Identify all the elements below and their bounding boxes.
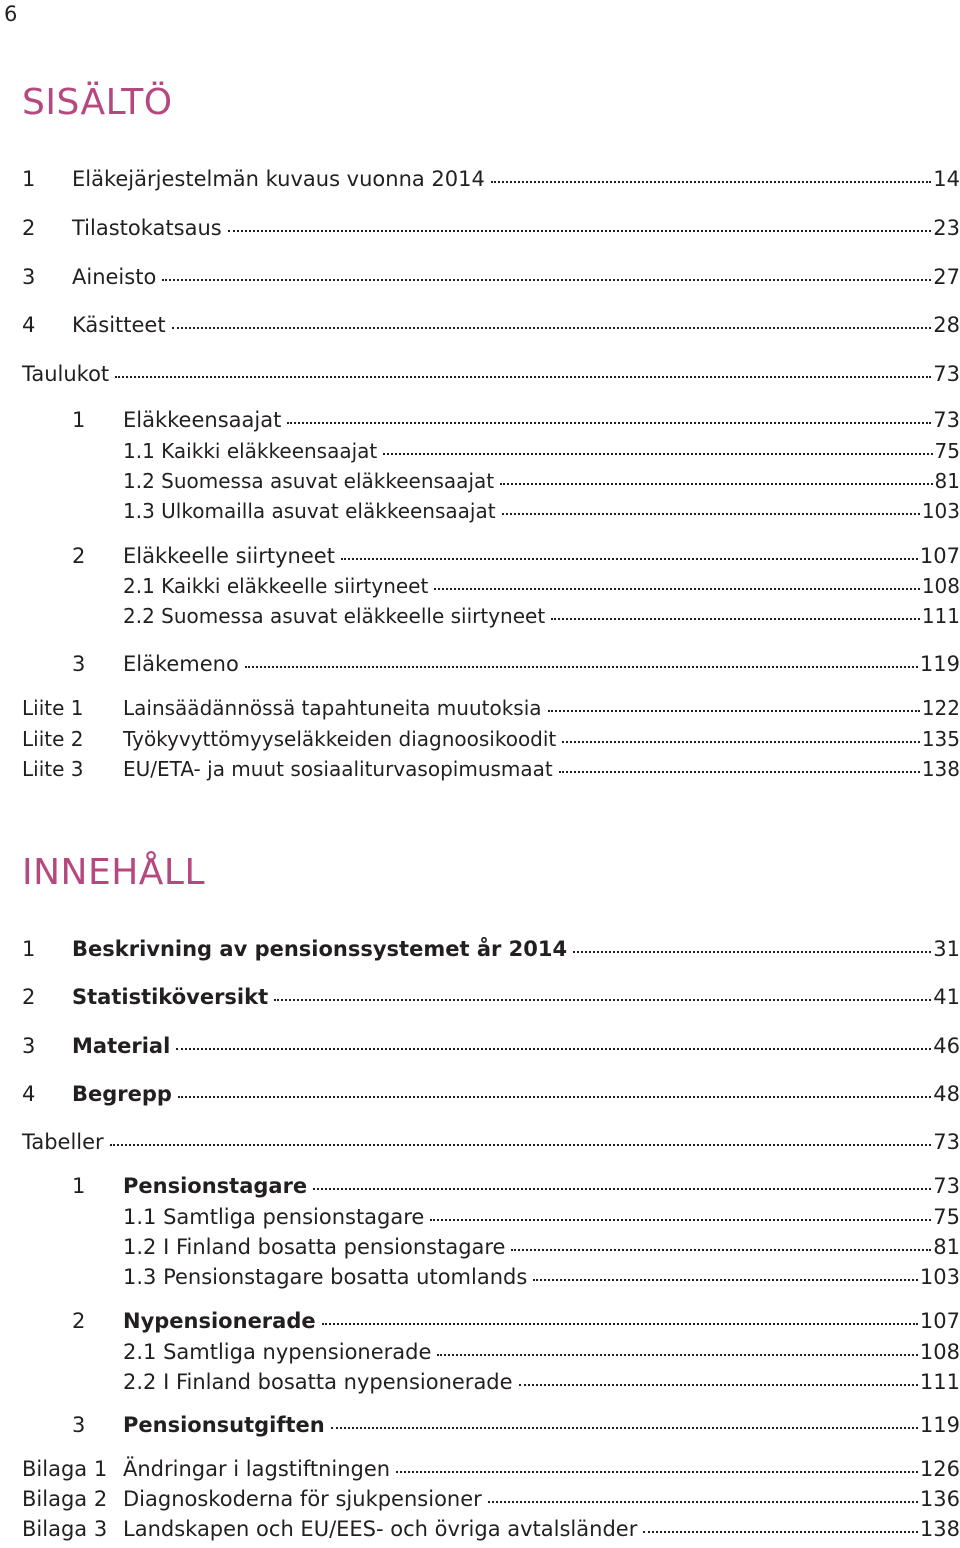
toc-entry — [22, 1413, 960, 1443]
toc-entry — [22, 985, 960, 1015]
toc-entry-title: 1.3 Ulkomailla asuvat eläkkeensaajat — [123, 499, 496, 523]
toc-entry-number: Liite 2 — [22, 727, 84, 751]
toc-entry-title: Eläkemeno — [123, 652, 239, 676]
toc-entry-title: 2.2 I Finland bosatta nypensionerade — [123, 1370, 513, 1394]
toc-entry-title: 1.2 I Finland bosatta pensionstagare — [123, 1235, 506, 1259]
dot-leader — [322, 1323, 918, 1325]
dot-leader — [313, 1188, 931, 1190]
toc-entry-page: 122 — [921, 696, 960, 720]
toc-entry-number: 4 — [22, 313, 36, 337]
toc-entry-number: 2 — [22, 216, 36, 240]
toc-entry — [22, 216, 960, 246]
dot-leader — [176, 1048, 931, 1050]
toc-entry — [22, 757, 960, 787]
toc-entry-title: Material — [72, 1034, 171, 1058]
toc-entry — [22, 1309, 960, 1339]
toc-entry-title: Diagnoskoderna för sjukpensioner — [123, 1487, 482, 1511]
toc-entry — [22, 265, 960, 295]
dot-leader — [559, 771, 920, 773]
dot-leader — [274, 999, 931, 1001]
toc-entry — [22, 1487, 960, 1517]
toc-entry-page: 108 — [921, 574, 960, 598]
toc-entry — [22, 1370, 960, 1400]
toc-entry-title: Nypensionerade — [123, 1309, 316, 1333]
toc-entry-page: 119 — [919, 1413, 960, 1437]
toc-entry-page: 75 — [933, 1205, 960, 1229]
toc-entry-title: 1.1 Samtliga pensionstagare — [123, 1205, 425, 1229]
toc-entry-page: 75 — [934, 439, 960, 463]
toc-entry — [22, 652, 960, 682]
toc-entry-title: Työkyvyttömyyseläkkeiden diagnoosikoodit — [123, 727, 557, 751]
toc-entry-page: 73 — [933, 408, 960, 432]
toc-entry — [22, 1265, 960, 1295]
toc-entry-title: Pensionstagare — [123, 1174, 308, 1198]
toc-entry-number: 3 — [72, 1413, 86, 1437]
toc-entry — [22, 439, 960, 469]
toc-entry-title: 1.1 Kaikki eläkkeensaajat — [123, 439, 378, 463]
toc-entry-page: 136 — [919, 1487, 960, 1511]
toc-entry — [22, 544, 960, 574]
toc-entry — [22, 362, 960, 392]
toc-entry — [22, 1174, 960, 1204]
toc-entry-number: 1 — [22, 167, 36, 191]
toc-entry-number: Bilaga 3 — [22, 1517, 108, 1541]
toc-entry-title: 2.1 Samtliga nypensionerade — [123, 1340, 432, 1364]
toc-entry-title: 2.2 Suomessa asuvat eläkkeelle siirtyneet — [123, 604, 546, 628]
toc-entry-number: Bilaga 2 — [22, 1487, 108, 1511]
toc-entry-title: 1.2 Suomessa asuvat eläkkeensaajat — [123, 469, 495, 493]
toc-entry-title: 2.1 Kaikki eläkkeelle siirtyneet — [123, 574, 429, 598]
dot-leader — [502, 513, 920, 515]
toc-entry-page: 46 — [933, 1034, 960, 1058]
toc-entry-page: 41 — [933, 985, 960, 1009]
toc-entry-title: 1.3 Pensionstagare bosatta utomlands — [123, 1265, 528, 1289]
toc-entry-title: Tilastokatsaus — [72, 216, 222, 240]
toc-entry-page: 48 — [933, 1082, 960, 1106]
toc-entry-page: 103 — [919, 1265, 960, 1289]
dot-leader — [172, 327, 932, 329]
toc-entry-page: 31 — [933, 937, 960, 961]
toc-entry — [22, 1340, 960, 1370]
toc-entry-number: Tabeller — [22, 1130, 104, 1154]
dot-leader — [287, 422, 931, 424]
toc-entry-number: 2 — [72, 544, 86, 568]
toc-entry-page: 103 — [921, 499, 960, 523]
toc-entry-title: Ändringar i lagstiftningen — [123, 1457, 391, 1481]
dot-leader — [573, 951, 931, 953]
toc-entry — [22, 1205, 960, 1235]
toc-entry-number: 3 — [22, 265, 36, 289]
dot-leader — [491, 181, 931, 183]
dot-leader — [341, 558, 918, 560]
toc-entry-page: 108 — [919, 1340, 960, 1364]
toc-entry-title: Beskrivning av pensionssystemet år 2014 — [72, 937, 568, 961]
toc-entry-title: Begrepp — [72, 1082, 172, 1106]
dot-leader — [245, 666, 918, 668]
dot-leader — [383, 453, 932, 455]
dot-leader — [643, 1531, 918, 1533]
toc-entry-title: Aineisto — [72, 265, 157, 289]
dot-leader — [551, 618, 920, 620]
toc-entry-page: 23 — [933, 216, 960, 240]
toc-entry — [22, 1235, 960, 1265]
toc-entry — [22, 937, 960, 967]
toc-entry-page: 107 — [919, 544, 960, 568]
dot-leader — [162, 279, 931, 281]
dot-leader — [331, 1427, 918, 1429]
toc-heading-fi: SISÄLTÖ — [22, 82, 173, 123]
toc-entry-page: 27 — [933, 265, 960, 289]
toc-entry-page: 119 — [919, 652, 960, 676]
toc-entry-number: 4 — [22, 1082, 36, 1106]
toc-entry-title: Statistiköversikt — [72, 985, 269, 1009]
dot-leader — [488, 1501, 918, 1503]
toc-entry-page: 73 — [933, 1130, 960, 1154]
toc-entry-title: Eläkejärjestelmän kuvaus vuonna 2014 — [72, 167, 485, 191]
toc-entry-page: 126 — [919, 1457, 960, 1481]
toc-entry-page: 138 — [921, 757, 960, 781]
dot-leader — [500, 483, 932, 485]
dot-leader — [533, 1279, 918, 1281]
toc-entry-title: Pensionsutgiften — [123, 1413, 325, 1437]
toc-entry-page: 28 — [933, 313, 960, 337]
toc-entry-page: 111 — [921, 604, 960, 628]
toc-entry-number: 1 — [22, 937, 36, 961]
toc-entry-page: 73 — [933, 1174, 960, 1198]
toc-entry — [22, 574, 960, 604]
toc-entry — [22, 313, 960, 343]
toc-entry — [22, 727, 960, 757]
toc-entry-number: Liite 1 — [22, 696, 84, 720]
toc-entry — [22, 1034, 960, 1064]
toc-entry-title: Eläkkeensaajat — [123, 408, 282, 432]
toc-entry-title: Eläkkeelle siirtyneet — [123, 544, 335, 568]
toc-heading-sv: INNEHÅLL — [22, 852, 206, 893]
toc-entry — [22, 1130, 960, 1160]
dot-leader — [519, 1384, 918, 1386]
dot-leader — [115, 376, 931, 378]
dot-leader — [110, 1144, 932, 1146]
toc-entry — [22, 604, 960, 634]
toc-entry — [22, 1517, 960, 1547]
toc-entry-page: 81 — [933, 1235, 960, 1259]
dot-leader — [228, 230, 932, 232]
dot-leader — [178, 1096, 931, 1098]
toc-entry-number: Taulukot — [22, 362, 110, 386]
toc-entry — [22, 499, 960, 529]
toc-entry-number: Liite 3 — [22, 757, 84, 781]
toc-entry — [22, 408, 960, 438]
toc-entry-number: 1 — [72, 408, 86, 432]
dot-leader — [396, 1471, 918, 1473]
page-number: 6 — [4, 2, 18, 26]
toc-entry-number: 1 — [72, 1174, 86, 1198]
dot-leader — [511, 1249, 931, 1251]
dot-leader — [562, 741, 920, 743]
toc-entry-number: 3 — [72, 652, 86, 676]
toc-entry-number: Bilaga 1 — [22, 1457, 108, 1481]
toc-entry — [22, 469, 960, 499]
toc-entry-page: 81 — [934, 469, 960, 493]
toc-entry-title: EU/ETA- ja muut sosiaaliturvasopimusmaat — [123, 757, 553, 781]
toc-entry-page: 107 — [919, 1309, 960, 1333]
toc-entry-page: 14 — [933, 167, 960, 191]
toc-entry-page: 111 — [919, 1370, 960, 1394]
toc-entry — [22, 1082, 960, 1112]
dot-leader — [548, 710, 920, 712]
toc-entry — [22, 696, 960, 726]
dot-leader — [430, 1219, 931, 1221]
toc-entry-number: 3 — [22, 1034, 36, 1058]
toc-entry — [22, 167, 960, 197]
toc-entry-number: 2 — [72, 1309, 86, 1333]
toc-entry-page: 138 — [919, 1517, 960, 1541]
toc-entry — [22, 1457, 960, 1487]
dot-leader — [434, 588, 919, 590]
toc-entry-page: 135 — [921, 727, 960, 751]
dot-leader — [437, 1354, 917, 1356]
toc-entry-page: 73 — [933, 362, 960, 386]
toc-entry-number: 2 — [22, 985, 36, 1009]
toc-entry-title: Lainsäädännössä tapahtuneita muutoksia — [123, 696, 542, 720]
toc-entry-title: Landskapen och EU/EES- och övriga avtalsländer — [123, 1517, 638, 1541]
toc-entry-title: Käsitteet — [72, 313, 166, 337]
